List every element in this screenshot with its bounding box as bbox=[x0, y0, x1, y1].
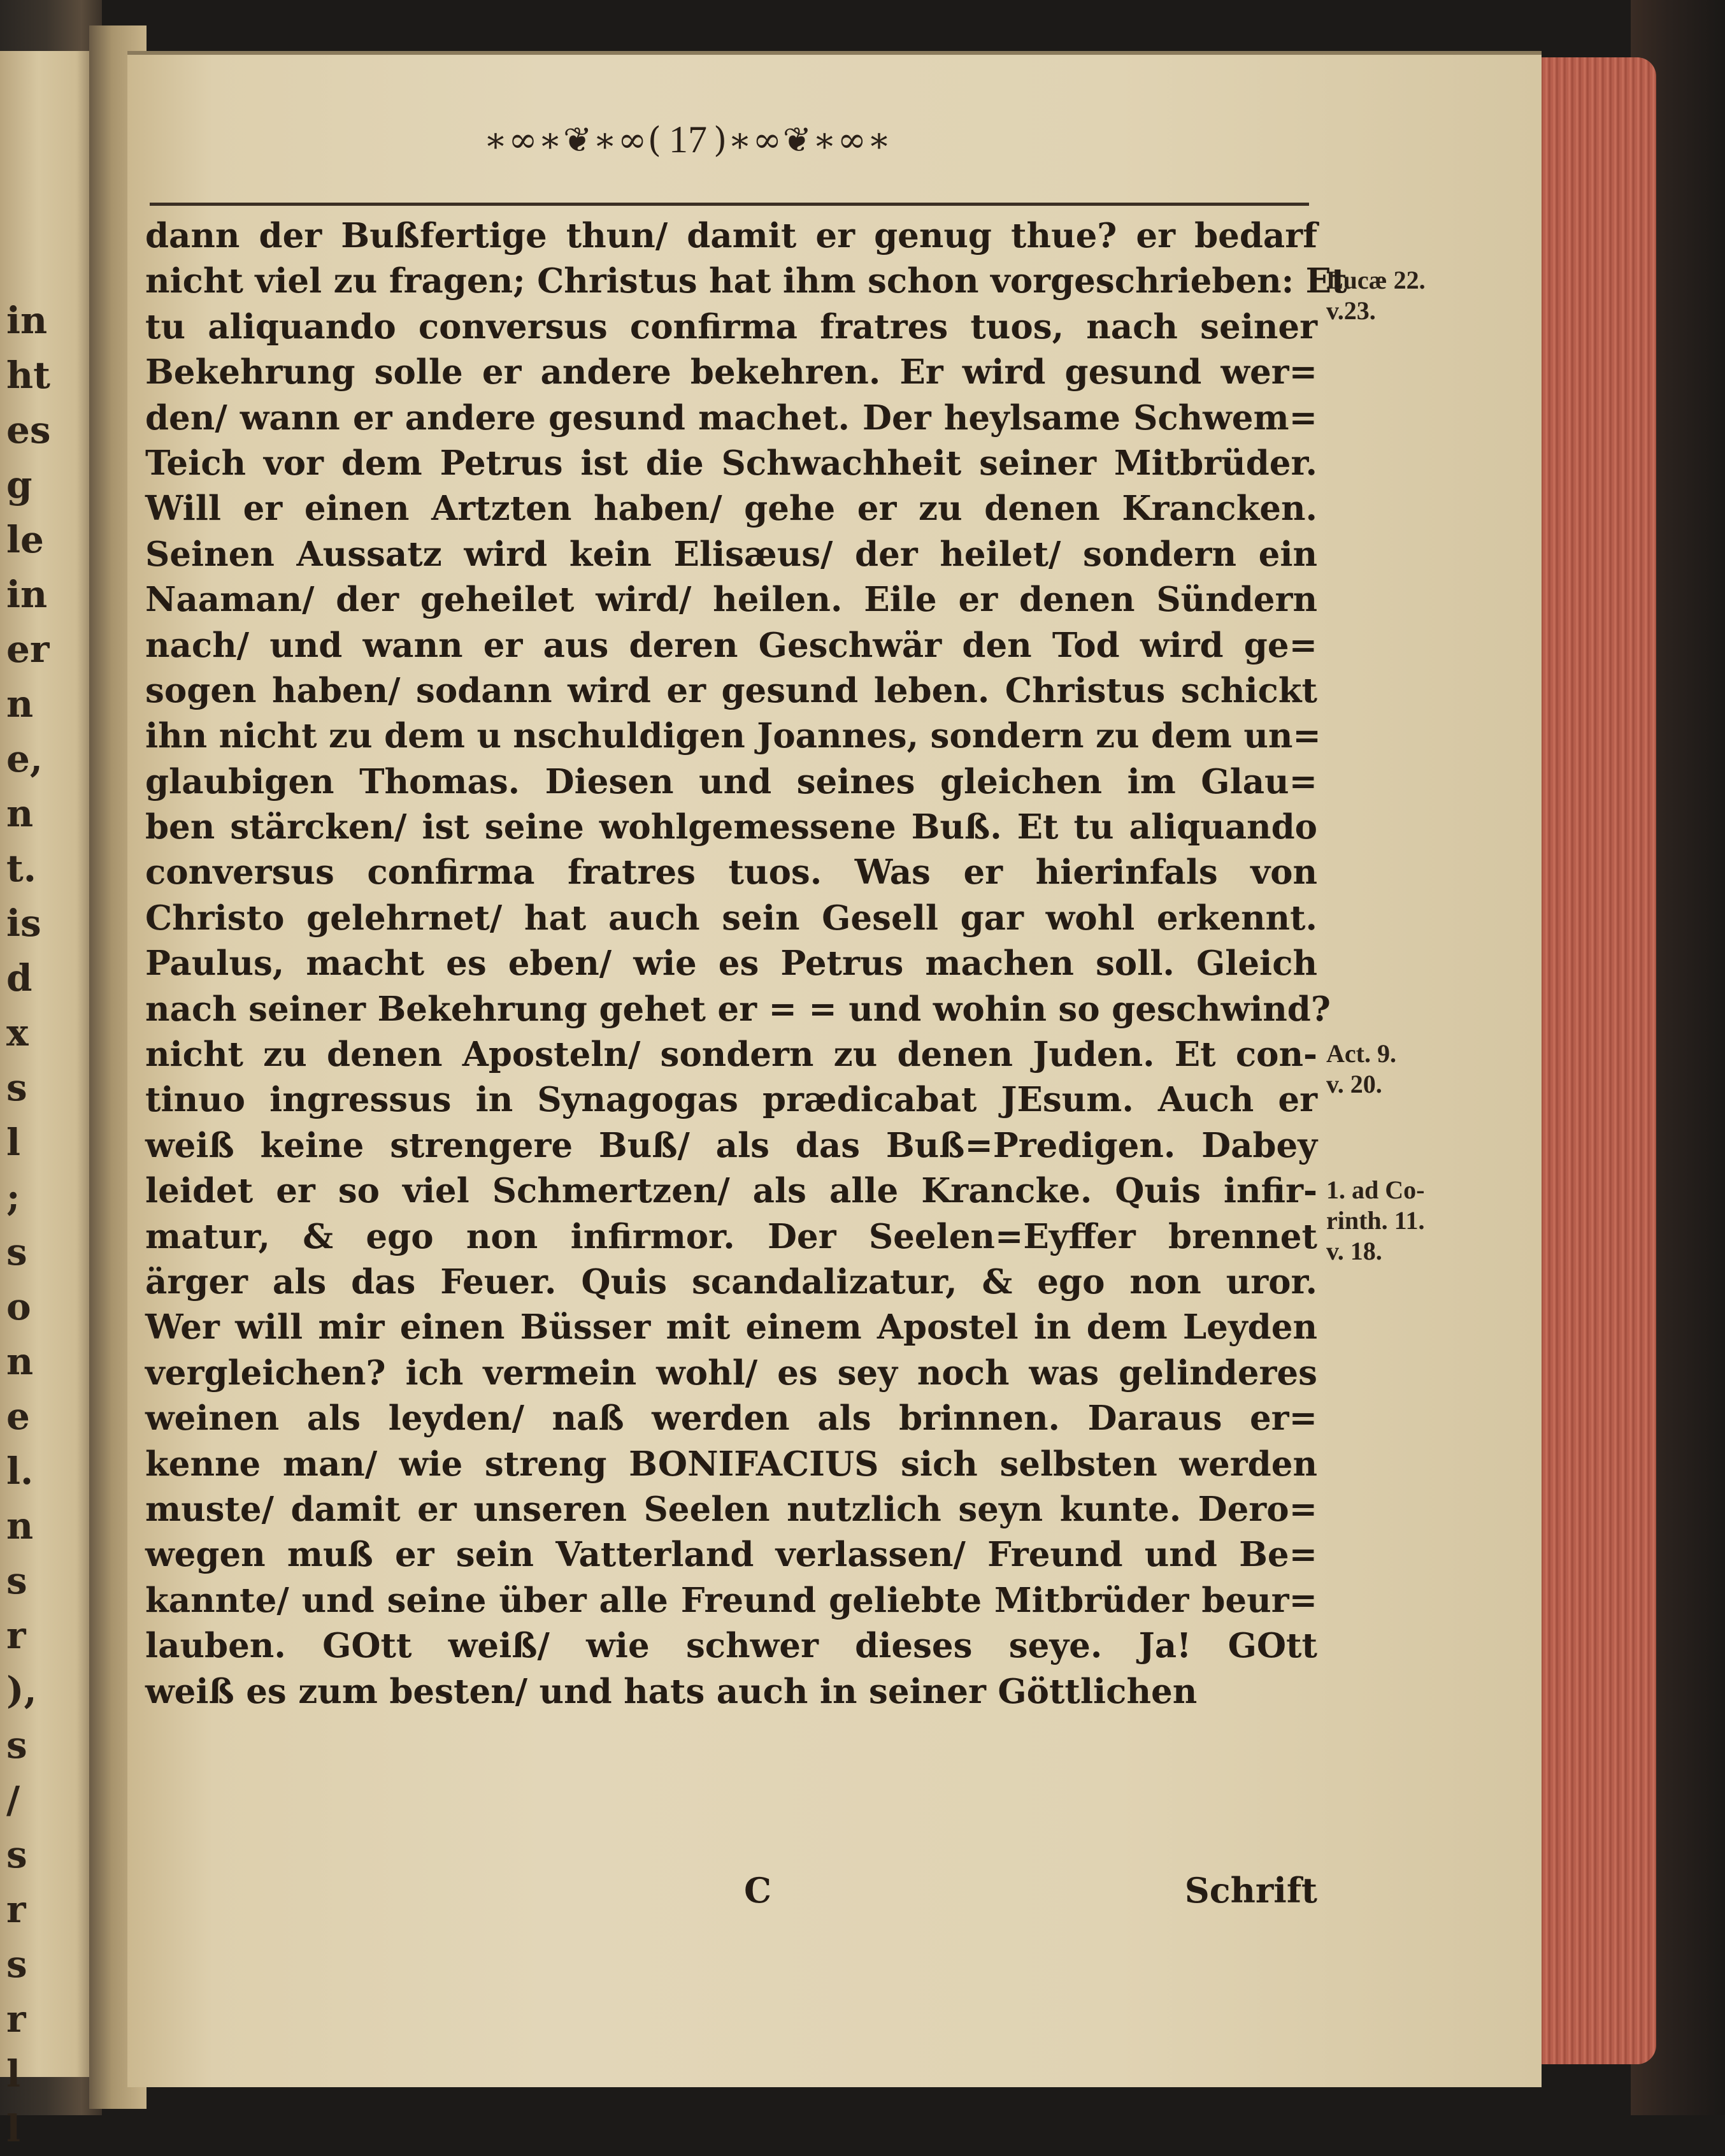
text-line: nach/ und wann er aus deren Geschwär den Tod wird ge= bbox=[145, 625, 1317, 665]
text-line: leidet er so viel Schmertzen/ als alle Krancke. Quis infir- bbox=[145, 1171, 1317, 1211]
left-page-text-fragments bbox=[6, 293, 51, 2156]
text-line: muste/ damit er unseren Seelen nutzlich seyn kunte. Dero= bbox=[145, 1489, 1317, 1529]
left-page-fragment: l bbox=[6, 1121, 21, 1164]
left-page-fragment: ), bbox=[6, 1669, 37, 1712]
text-line: Wer will mir einen Büsser mit einem Apostel in dem Leyden bbox=[145, 1307, 1317, 1348]
margin-note-line: Lucæ 22. bbox=[1326, 266, 1426, 295]
text-line: glaubigen Thomas. Diesen und seines gleichen im Glau= bbox=[145, 761, 1317, 801]
text-line: weiß es zum besten/ und hats auch in seiner Göttlichen bbox=[145, 1671, 1198, 1711]
margin-note-line: rinth. 11. bbox=[1326, 1206, 1425, 1235]
text-line: lauben. GOtt weiß/ wie schwer dieses seye. Ja! GOtt bbox=[145, 1626, 1317, 1666]
left-page-fragment: s bbox=[6, 1066, 27, 1109]
text-line: ärger als das Feuer. Quis scandalizatur, & ego non uror. bbox=[145, 1261, 1317, 1302]
left-page-fragment: t. bbox=[6, 847, 36, 890]
left-page-fragment: e bbox=[6, 1395, 30, 1438]
text-line: Bekehrung solle er andere bekehren. Er wird gesund wer= bbox=[145, 352, 1317, 392]
left-page-fragment: in bbox=[6, 299, 48, 342]
left-page-fragment: s bbox=[6, 1833, 27, 1876]
left-page-fragment: e, bbox=[6, 737, 43, 780]
text-line: ben stärcken/ ist seine wohlgemessene Buß. Et tu aliquando bbox=[145, 807, 1317, 847]
margin-note-line: v.23. bbox=[1326, 296, 1376, 326]
left-page-fragment: s bbox=[6, 1559, 27, 1602]
left-page-fragment: is bbox=[6, 902, 41, 945]
text-line: Seinen Aussatz wird kein Elisæus/ der heilet/ sondern ein bbox=[145, 534, 1317, 574]
page-footer bbox=[145, 1870, 1317, 1921]
header-ornament-left: ∗∞∗❦∗∞( bbox=[483, 120, 662, 160]
left-page-fragment: ht bbox=[6, 354, 50, 397]
left-page-fragment: g bbox=[6, 463, 32, 507]
text-line: ihn nicht zu dem u nschuldigen Joannes, sondern zu dem un= bbox=[145, 716, 1321, 756]
margin-note bbox=[1326, 1175, 1424, 1267]
text-line: conversus confirma fratres tuos. Was er hierinfals von bbox=[145, 852, 1317, 893]
text-line: Will er einen Artzten haben/ gehe er zu denen Krancken. bbox=[145, 489, 1317, 529]
left-page-fragment: s bbox=[6, 1943, 27, 1986]
left-page-fragment: s bbox=[6, 1723, 27, 1767]
text-line: kannte/ und seine über alle Freund geliebte Mitbrüder beur= bbox=[145, 1580, 1317, 1620]
text-line: tinuo ingressus in Synagogas prædicabat JEsum. Auch er bbox=[145, 1080, 1317, 1120]
text-line: sogen haben/ sodann wird er gesund leben. Christus schickt bbox=[145, 670, 1317, 710]
text-line: Paulus, macht es eben/ wie es Petrus machen soll. Gleich bbox=[145, 944, 1317, 984]
margin-note bbox=[1326, 265, 1426, 326]
left-page-fragment: in bbox=[6, 573, 48, 616]
catchword: Schrift bbox=[1184, 1870, 1317, 1911]
header-ornament-right: )∗∞❦∗∞∗ bbox=[713, 120, 892, 160]
left-page-fragment: r bbox=[6, 1997, 26, 2041]
left-page-fragment: s bbox=[6, 1230, 27, 1274]
body-text-block bbox=[145, 213, 1347, 1714]
margin-note-line: Act. 9. bbox=[1326, 1039, 1396, 1068]
left-page-fragment: n bbox=[6, 792, 34, 835]
text-line: tu aliquando conversus confirma fratres tuos, nach seiner bbox=[145, 306, 1317, 347]
left-page-fragment: n bbox=[6, 1340, 34, 1383]
margin-note-line: v. 20. bbox=[1326, 1070, 1382, 1099]
text-line: nach seiner Bekehrung gehet er = = und wohin so geschwind? bbox=[145, 989, 1331, 1029]
left-page-edge bbox=[0, 51, 96, 2150]
text-line: matur, & ego non infirmor. Der Seelen=Eyffer brennet bbox=[145, 1216, 1317, 1256]
red-page-edges bbox=[1529, 57, 1656, 2064]
left-page-fragment: n bbox=[6, 682, 34, 726]
page-number: 17 bbox=[669, 119, 707, 161]
header-rule bbox=[150, 203, 1309, 206]
text-line: vergleichen? ich vermein wohl/ es sey noch was gelinderes bbox=[145, 1353, 1317, 1393]
text-line: Teich vor dem Petrus ist die Schwachheit seiner Mitbrüder. bbox=[145, 443, 1317, 483]
text-line: nicht zu denen Aposteln/ sondern zu denen Juden. Et con- bbox=[145, 1035, 1317, 1075]
left-page-fragment: l bbox=[6, 2107, 21, 2150]
text-line: weinen als leyden/ naß werden als brinnen. Daraus er= bbox=[145, 1398, 1317, 1439]
text-line: den/ wann er andere gesund machet. Der heylsame Schwem= bbox=[145, 398, 1317, 438]
left-page-fragment: / bbox=[6, 1778, 20, 1822]
text-line: weiß keine strengere Buß/ als das Buß=Predigen. Dabey bbox=[145, 1125, 1317, 1165]
text-line: dann der Bußfertige thun/ damit er genug thue? er bedarf bbox=[145, 216, 1317, 255]
left-page-fragment: o bbox=[6, 1285, 31, 1328]
text-line: Naaman/ der geheilet wird/ heilen. Eile er denen Sündern bbox=[145, 580, 1317, 620]
text-line: Christo gelehrnet/ hat auch sein Gesell gar wohl erkennt. bbox=[145, 898, 1317, 938]
left-page-fragment: er bbox=[6, 628, 50, 671]
left-page-fragment: r bbox=[6, 1888, 26, 1931]
left-page-fragment: es bbox=[6, 408, 51, 452]
left-page-fragment: d bbox=[6, 956, 32, 1000]
left-page-fragment: x bbox=[6, 1011, 29, 1054]
left-page-fragment: l bbox=[6, 2052, 21, 2095]
left-page-fragment: ; bbox=[6, 1175, 20, 1219]
text-line: kenne man/ wie streng BONIFACIUS sich selbsten werden bbox=[145, 1444, 1317, 1484]
text-line: wegen muß er sein Vatterland verlassen/ Freund und Be= bbox=[145, 1535, 1317, 1575]
page-header bbox=[369, 118, 1006, 188]
signature-mark: C bbox=[744, 1870, 771, 1911]
left-page-fragment: r bbox=[6, 1614, 26, 1657]
left-page-fragment: l. bbox=[6, 1449, 34, 1493]
margin-note bbox=[1326, 1038, 1396, 1100]
margin-note-line: 1. ad Co- bbox=[1326, 1175, 1425, 1205]
left-page-fragment: le bbox=[6, 518, 44, 561]
margin-note-line: v. 18. bbox=[1326, 1237, 1382, 1266]
text-line: nicht viel zu fragen; Christus hat ihm schon vorgeschrieben: Et bbox=[145, 261, 1347, 301]
left-page-fragment: n bbox=[6, 1504, 34, 1548]
